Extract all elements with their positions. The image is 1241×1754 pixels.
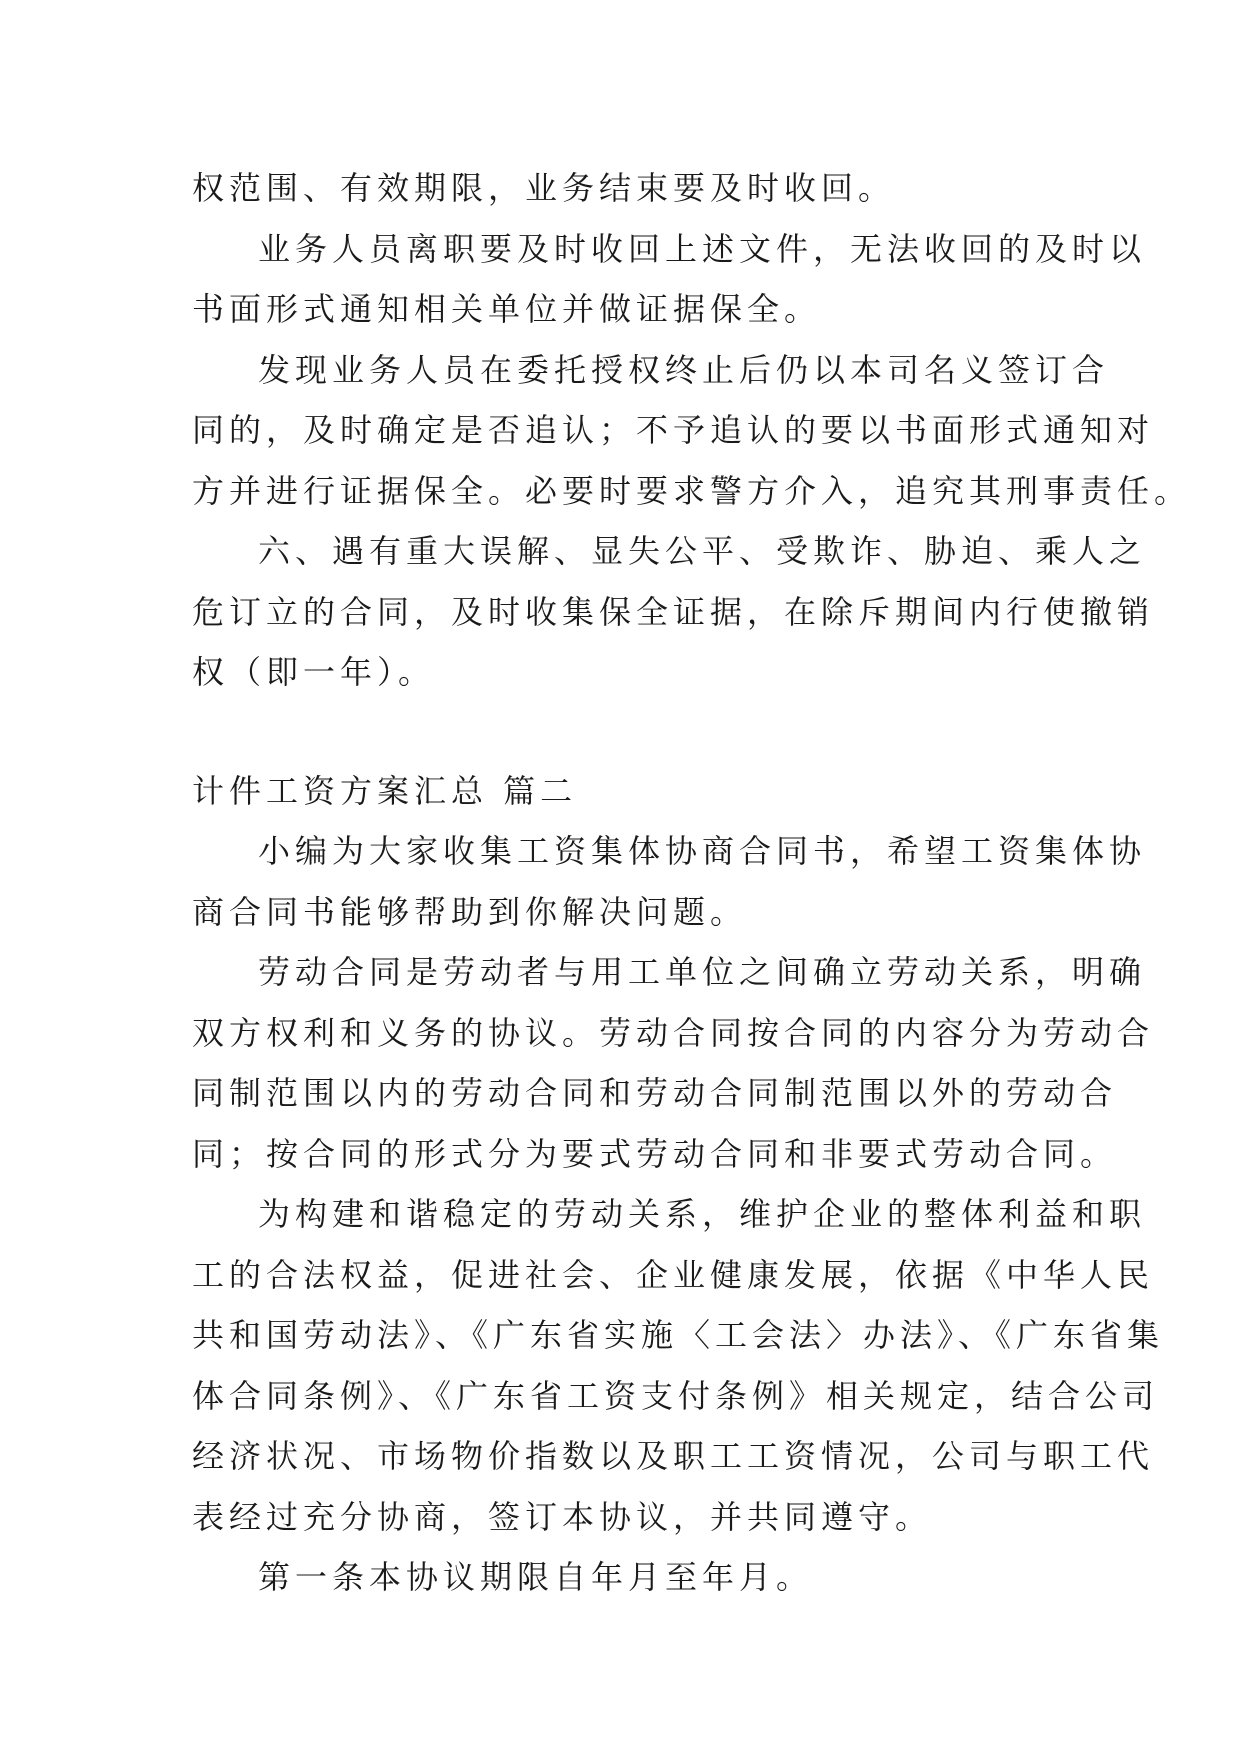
text-line: 书面形式通知相关单位并做证据保全。 xyxy=(192,290,822,328)
text-line: 权范围、有效期限，业务结束要及时收回。 xyxy=(192,169,896,207)
text-line: 发现业务人员在委托授权终止后仍以本司名义签订合 xyxy=(258,350,1110,389)
text-line: 劳动合同是劳动者与用工单位之间确立劳动关系，明确 xyxy=(258,953,1147,991)
section-gap xyxy=(192,703,1054,761)
text-line: 权（即一年）。 xyxy=(192,653,436,691)
text-line: 表经过充分协商，签订本协议，并共同遵守。 xyxy=(192,1497,933,1536)
text-line: 工的合法权益，促进社会、企业健康发展，依据《中华人民 xyxy=(192,1255,1155,1294)
text-line: 第一条本协议期限自年月至年月。 xyxy=(258,1558,814,1596)
text-line: 危订立的合同，及时收集保全证据，在除斥期间内行使撤销 xyxy=(192,592,1155,631)
text-line: 经济状况、市场物价指数以及职工工资情况，公司与职工代 xyxy=(192,1437,1155,1475)
text-line: 业务人员离职要及时收回上述文件，无法收回的及时以 xyxy=(258,229,1147,268)
text-line: 商合同书能够帮助到你解决问题。 xyxy=(192,892,748,931)
text-line: 同的，及时确定是否追认；不予追认的要以书面形式通知对 xyxy=(192,411,1155,449)
text-line: 体合同条例》、《广东省工资支付条例》相关规定，结合公司 xyxy=(192,1376,1160,1415)
text-line: 六、遇有重大误解、显失公平、受欺诈、胁迫、乘人之 xyxy=(258,532,1147,570)
text-line: 同；按合同的形式分为要式劳动合同和非要式劳动合同。 xyxy=(192,1134,1118,1173)
document-body xyxy=(192,158,1192,1608)
text-line: 为构建和谐稳定的劳动关系，维护企业的整体利益和职 xyxy=(258,1195,1147,1233)
text-line: 小编为大家收集工资集体协商合同书，希望工资集体协 xyxy=(258,832,1147,870)
text-line: 双方权利和义务的协议。劳动合同按合同的内容分为劳动合 xyxy=(192,1013,1155,1052)
text-line: 共和国劳动法》、《广东省实施〈工会法〉办法》、《广东省集 xyxy=(192,1316,1165,1354)
text-line: 方并进行证据保全。必要时要求警方介入，追究其刑事责任。 xyxy=(192,471,1192,510)
section-heading: 计件工资方案汇总 篇二 xyxy=(192,771,578,810)
text-line: 同制范围以内的劳动合同和劳动合同制范围以外的劳动合 xyxy=(192,1074,1118,1112)
